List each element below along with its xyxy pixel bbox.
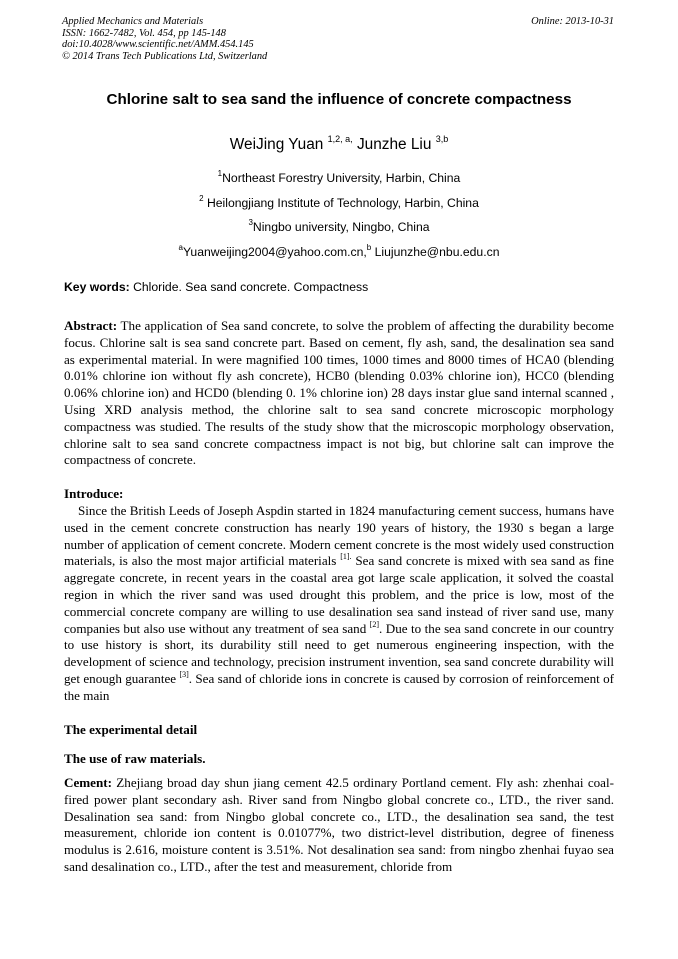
email-link[interactable]: Liujunzhe@nbu.edu.cn: [371, 245, 500, 259]
citation-ref[interactable]: [2]: [369, 619, 380, 629]
author-affiliation-marker: 1,2, a,: [327, 134, 353, 144]
keywords: [64, 279, 616, 295]
email-link[interactable]: Yuanweijing2004@yahoo.com.cn,: [182, 245, 367, 259]
cement-paragraph: [64, 775, 614, 876]
affiliation-marker: 1: [217, 169, 223, 178]
affiliation-text: Heilongjiang Institute of Technology, Harbin, China: [203, 196, 479, 210]
keywords-text: Chloride. Sea sand concrete. Compactness: [129, 280, 369, 294]
abstract: [64, 318, 614, 469]
author-list: [0, 129, 678, 155]
online-date: Online: 2013-10-31: [531, 16, 614, 27]
paragraph-text: . Due to the sea sand concrete in our country to use history is short, its durability still need to get numerous engineering inspection, with the development of science and technology, precision instrument invention, sea sand concrete durability will get enough guarantee: [64, 620, 614, 686]
issn-line: ISSN: 1662-7482, Vol. 454, pp 145-148: [62, 27, 226, 39]
cement-label: Cement:: [64, 775, 112, 790]
abstract-label: Abstract:: [64, 318, 118, 333]
introduce-paragraph: [64, 503, 614, 705]
section-heading-experimental: The experimental detail: [64, 722, 198, 737]
paragraph-text: Sea sand concrete is mixed with sea sand as fine aggregate concrete, in recent years in the coastal area got large scale application, it solved the coastal region in which the river sand was used drought this problem, and the price is low, most of the commercial concrete company are willing to use desalination sea sand instead of river sand use, many companies but also use without any treatment of sea sand: [64, 553, 614, 636]
copyright-line: © 2014 Trans Tech Publications Ltd, Switzerland: [62, 50, 268, 62]
paragraph-text: Zhejiang broad day shun jiang cement 42.5 ordinary Portland cement. Fly ash: zhenhai coal-fired power plant secondary ash. River sand from Ningbo global concrete co., LTD., the river sand. Desalination sea sand: from Ningbo global concrete co., LTD., the desalination sea sand, the test measurement, chloride ion content is 0.01077%, two district-level distribution, degree of fineness modulus is 2.616, moisture content is 3.51%. Not desalination sea sand: from ningbo zhenhai fuyao sea sand desalination co., LTD., after the test and measurement, chloride from: [64, 775, 614, 874]
affiliation-marker: 3: [248, 218, 253, 227]
paper-title: Chlorine salt to sea sand the influence of concrete compactness: [106, 91, 572, 108]
abstract-text: The application of Sea sand concrete, to solve the problem of affecting the durability become focus. Chlorine salt is sea sand concrete part. Based on cement, fly ash, sand, the desalination sea sand as experimental material. In were magnified 100 times, 1000 times and 8000 times of HCA0 (blending 0.01% chlorine ion without fly ash concrete), HCB0 (blending 0.03% chlorine ion), HCC0 (blending 0.06% chlorine ion) and HCD0 (blending 0. 1% chlorine ion) 28 days instar glue sand internal scanned , Using XRD analysis method, the chlorine salt to sea sand concrete microscopic morphology compactness was studied. The results of the study show that the microscopic morphology observation, chlorine salt to sea sand concrete compactness impact is not big, but chlorine salt can improve the compactness of concrete.: [64, 318, 614, 468]
affiliation-text: Ningbo university, Ningbo, China: [252, 220, 430, 234]
affiliation-marker: 2: [199, 194, 204, 203]
citation-ref[interactable]: [1].: [340, 552, 352, 562]
author-affiliation-marker: 3,b: [435, 134, 449, 144]
subsection-heading-raw-materials: The use of raw materials.: [64, 751, 206, 766]
email-marker: a: [178, 243, 183, 252]
affiliation: [0, 215, 678, 235]
running-header: [62, 16, 614, 62]
section-heading-introduce: Introduce:: [64, 486, 124, 501]
email-marker: b: [366, 243, 372, 252]
citation-ref[interactable]: [3]: [179, 669, 189, 679]
affiliation: [0, 191, 678, 211]
paragraph-text: . Sea sand of chloride ions in concrete is caused by corrosion of reinforcement of the main: [64, 670, 614, 703]
keywords-label: Key words:: [64, 280, 130, 294]
affiliation-text: Northeast Forestry University, Harbin, China: [222, 171, 461, 185]
paragraph-text: Since the British Leeds of Joseph Aspdin started in 1824 manufacturing cement success, humans have used in the cement concrete construction has nearly 190 years of history, the 1930 s began a large number of application of cement concrete. Modern cement concrete is the most widely used construction materials, is also the most major artificial materials: [64, 503, 614, 569]
email-line: [0, 240, 678, 260]
doi-line: doi:10.4028/www.scientific.net/AMM.454.145: [62, 39, 254, 51]
author-name: WeiJing Yuan: [229, 136, 324, 153]
affiliation: [0, 166, 678, 186]
author-name: Junzhe Liu: [356, 136, 432, 153]
journal-name: Applied Mechanics and Materials: [62, 16, 204, 27]
